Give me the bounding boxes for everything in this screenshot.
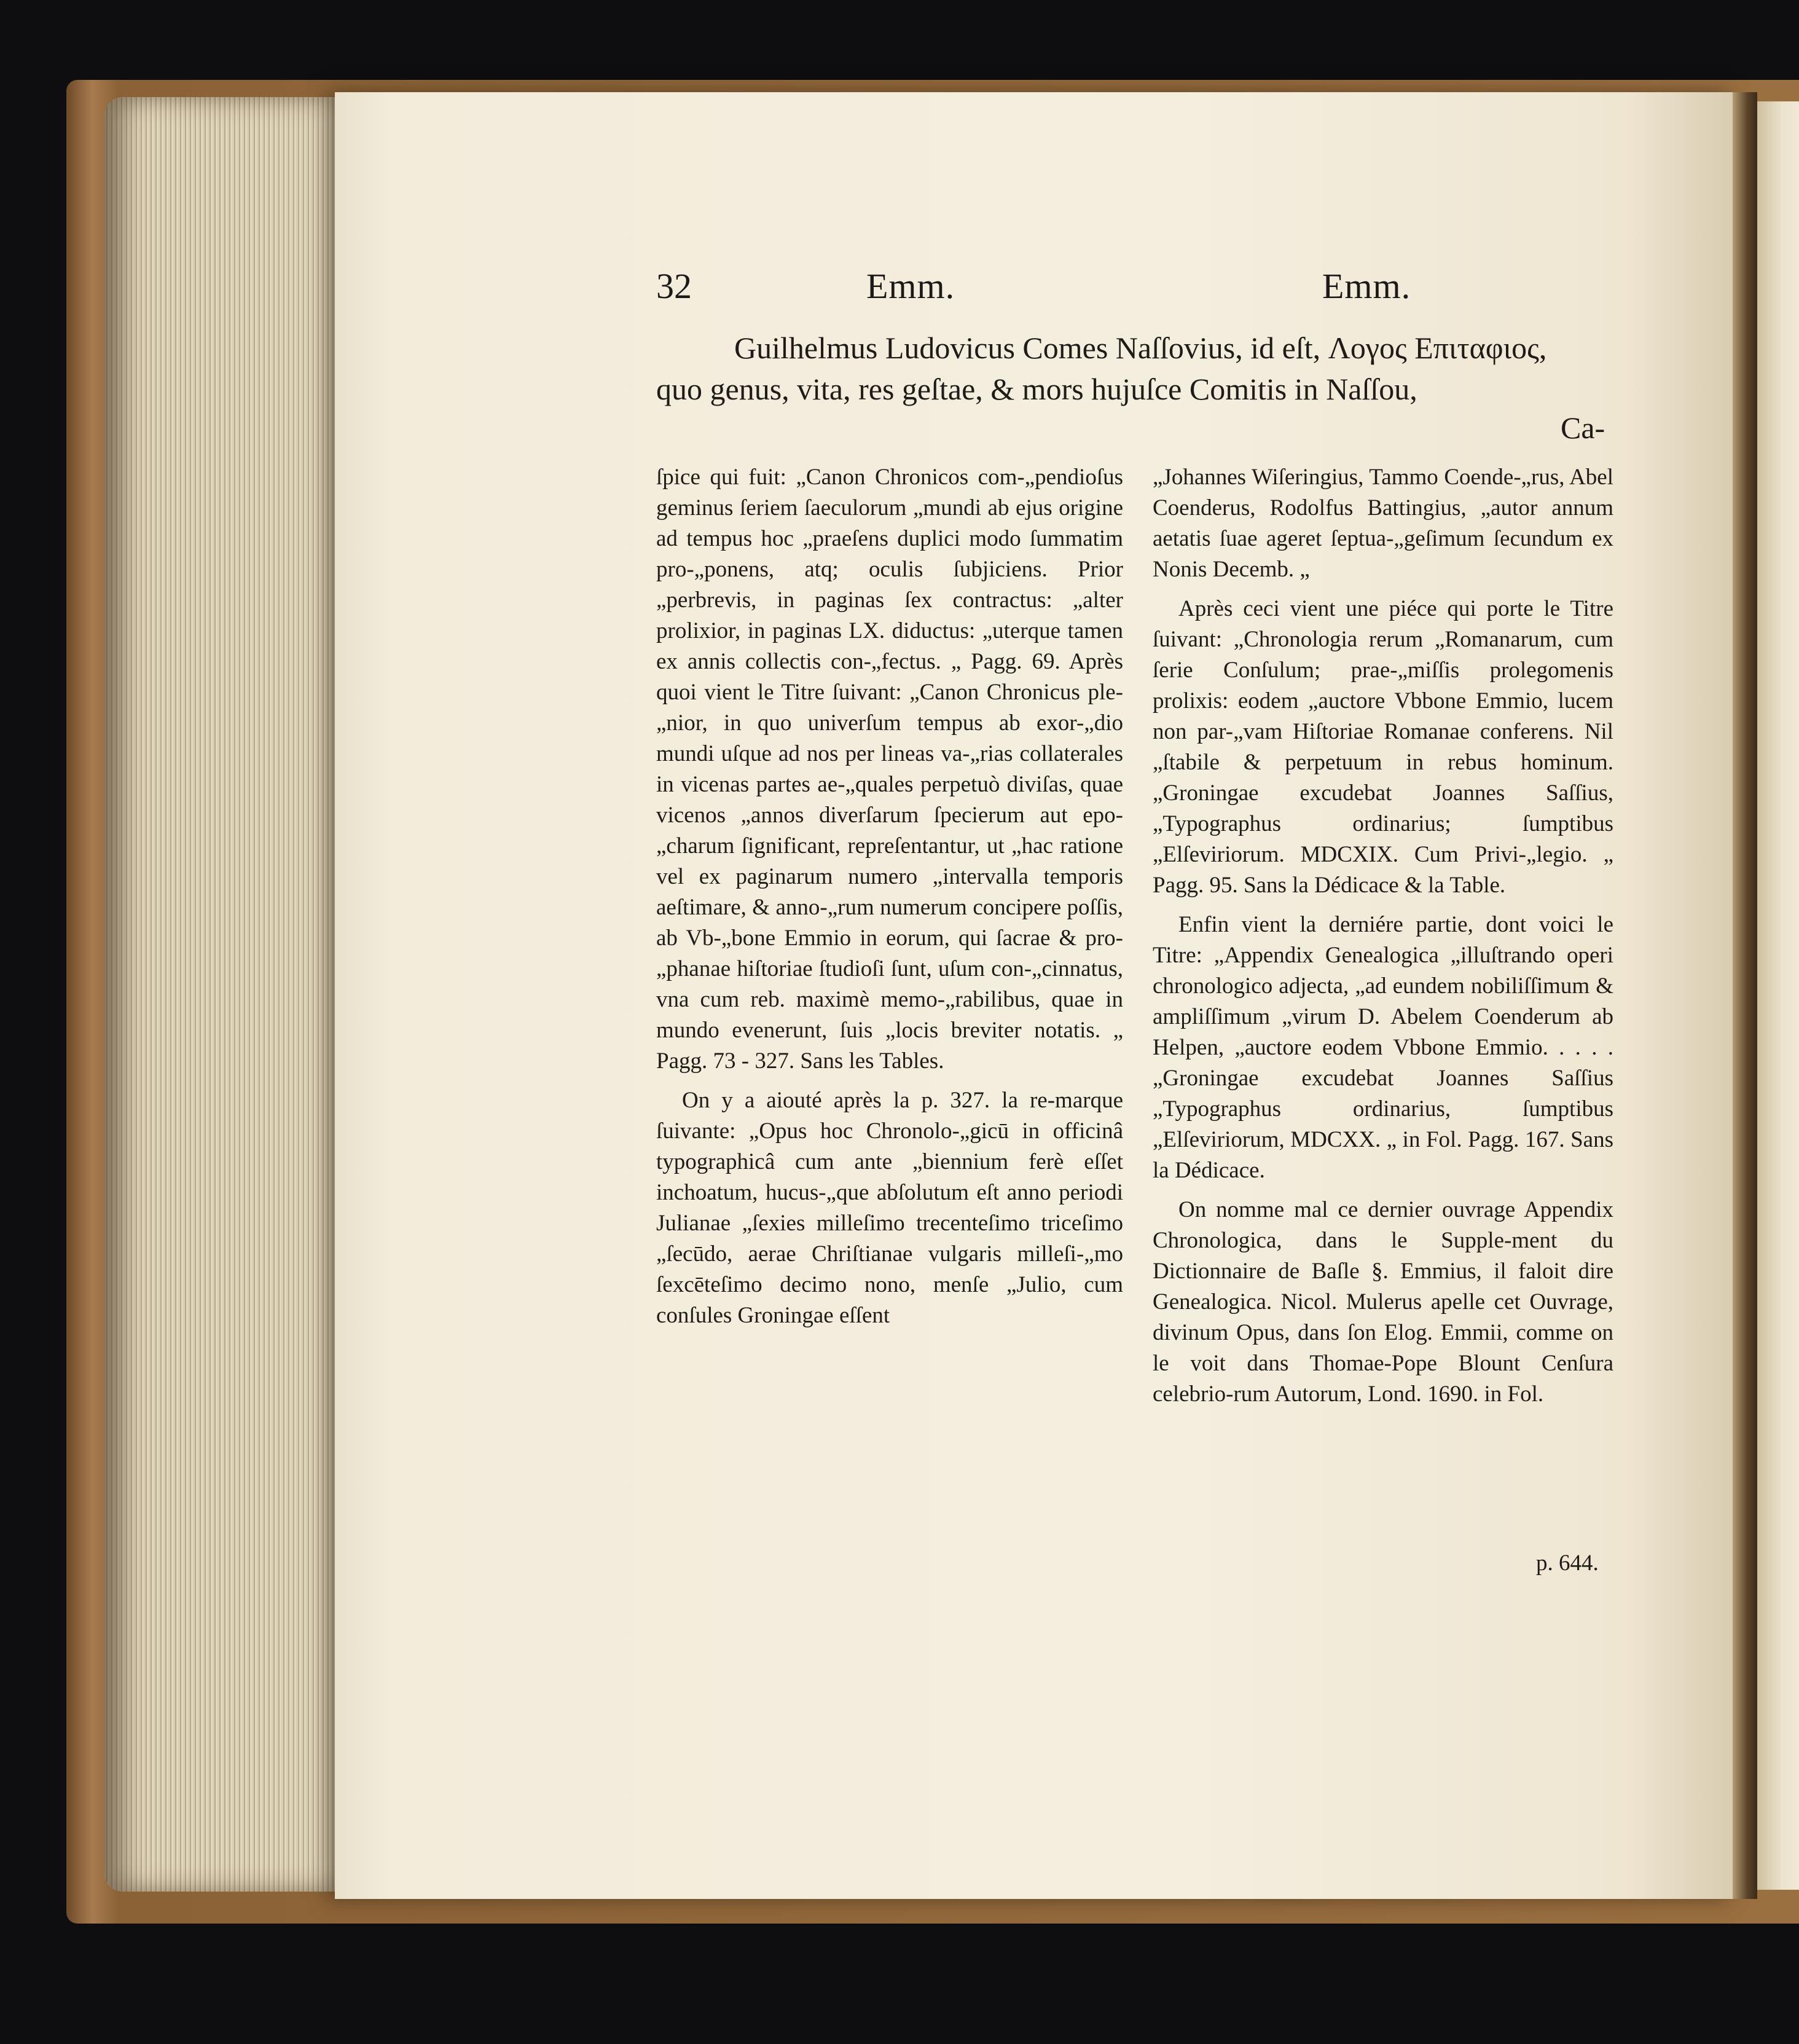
lead-line-2: quo genus, vita, res geſtae, & mors hujuſce Comitis in Naſſou, [656, 372, 1417, 406]
page-reference: p. 644. [1536, 1551, 1599, 1576]
left-column [656, 462, 1123, 1340]
right-column [1153, 462, 1613, 1418]
running-head-right: Emm. [1322, 266, 1411, 306]
left-paragraph-1: ſpice qui fuit: „Canon Chronicos com-„pendioſus geminus ſeriem ſaeculorum „mundi ab ejus origine ad tempus hoc „praeſens duplici modo ſummatim pro-„ponens, atq; oculis ſubjiciens. Prior „perbrevis, in paginas ſex contractus: „alter prolixior, in paginas LX. diductus: „uterque tamen ex annis collectis con-„fectus. „ Pagg. 69. Après quoi vient le Titre ſuivant: „Canon Chronicus ple-„nior, in quo univerſum tempus ab exor-„dio mundi uſque ad nos per lineas va-„rias collaterales in vicenas partes ae-„quales perpetuò diviſas, quae vicenos „annos diverſarum ſpecierum aut epo-„charum ſignificant, repreſentantur, ut „hac ratione vel ex paginarum numero „intervalla temporis aeſtimare, & anno-„rum numerum concipere poſſis, ab Vb-„bone Emmio in eorum, qui ſacrae & pro-„phanae hiſtoriae ſtudioſi ſunt, uſum con-„cinnatus, vna cum reb. maximè memo-„rabilibus, quae in mundo evenerunt, ſuis „locis breviter notatis. „ Pagg. 73 - 327. Sans les Tables. [656, 465, 1123, 1074]
book-gutter [1733, 92, 1757, 1899]
right-paragraph-4: On nomme mal ce dernier ouvrage Appendix Chronologica, dans le Supple-ment du Dictionnaire de Baſle §. Emmius, il faloit dire Genealogica. Nicol. Mulerus apelle cet Ouvrage, divinum Opus, dans ſon Elog. Emmii, comme on le voit dans Thomae-Pope Blount Cenſura celebrio-rum Autorum, Lond. 1690. in Fol. [1153, 1197, 1613, 1407]
left-paragraph-2: On y a aiouté après la p. 327. la re-marque ſuivante: „Opus hoc Chronolo-„gicū in officinâ typographicâ cum ante „biennium ferè eſſet inchoatum, hucus-„que abſolutum eſt anno periodi Julianae „ſexies milleſimo trecenteſimo triceſimo „ſecūdo, aerae Chriſtianae vulgaris milleſi-„mo ſexcēteſimo decimo nono, menſe „Julio, cum conſules Groningae eſſent [656, 1088, 1123, 1328]
lead-line-1: Guilhelmus Ludovicus Comes Naſſovius, id eſt, Λογος Επιταφιος, [734, 331, 1547, 365]
facing-page-edge [1757, 101, 1799, 1890]
running-head-left: Emm. [866, 266, 955, 306]
right-paragraph-2: Après ceci vient une piéce qui porte le Titre ſuivant: „Chronologia rerum „Romanarum, cum ſerie Conſulum; prae-„miſſis prolegomenis prolixis: eodem „auctore Vbbone Emmio, lucem non par-„vam Hiſtoriae Romanae conferens. Nil „ſtabile & perpetuum in rebus hominum. „Groningae excudebat Joannes Saſſius, „Typographus ordinarius; ſumptibus „Elſeviriorum. MDCXIX. Cum Privi-„legio. „ Pagg. 95. Sans la Dédicace & la Table. [1153, 596, 1613, 898]
page-number: 32 [656, 266, 692, 306]
right-paragraph-1: „Johannes Wiſeringius, Tammo Coende-„rus, Abel Coenderus, Rodolfus Battingius, „autor annum aetatis ſuae ageret ſeptua-„geſimum ſecundum ex Nonis Decemb. „ [1153, 465, 1613, 582]
right-paragraph-3: Enfin vient la derniére partie, dont voici le Titre: „Appendix Genealogica „illuſtrando operi chronologico adjecta, „ad eundem nobiliſſimum & ampliſſimum „virum D. Abelem Coenderum ab Helpen, „auctore eodem Vbbone Emmio. . . . . „Groningae excudebat Joannes Saſſius „Typographus ordinarius, ſumptibus „Elſeviriorum, MDCXX. „ in Fol. Pagg. 167. Sans la Dédicace. [1153, 912, 1613, 1183]
page-edges [104, 97, 338, 1892]
catchword: Ca- [1561, 411, 1605, 445]
